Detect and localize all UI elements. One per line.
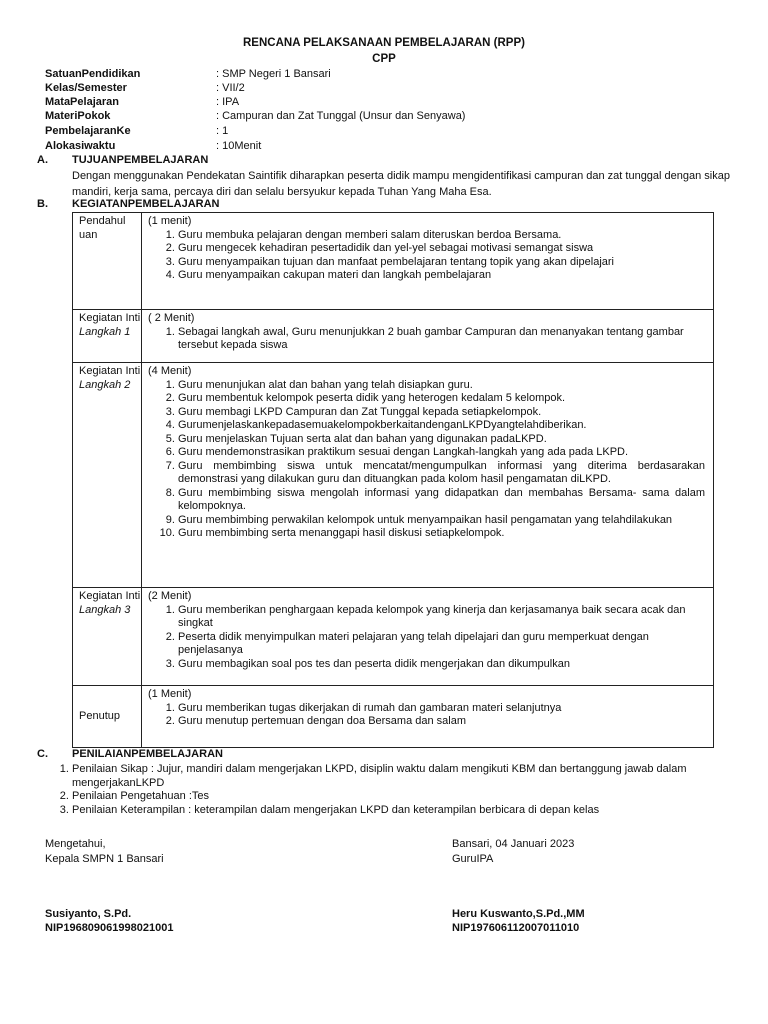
list-item: 2. Peserta didik menyimpulkan materi pelajaran yang telah dipelajari dan guru memperkuat dengan penjelasanya [178, 631, 705, 658]
duration-label: (2 Menit) [148, 590, 192, 602]
signature-left-nip: NIP196809061998021001 [45, 922, 174, 934]
list-item: 2. Guru mengecek kehadiran pesertadidik dan yel-yel sebagai motivasi semangat siswa [178, 242, 705, 256]
identity-value-subject: : IPA [216, 96, 240, 108]
list-item: 3. Guru membagikan soal pos tes dan peserta didik mengerjakan dan dikumpulkan [178, 658, 705, 672]
list-item: 4. GurumenjelaskankepadasemuakelompokberkaitandenganLKPDyangtelahdiberikan. [178, 419, 705, 433]
duration-label: (1 menit) [148, 215, 192, 227]
section-b-title: KEGIATANPEMBELAJARAN [72, 198, 220, 210]
list-item: 10. Guru membimbing serta menanggapi hasil diskusi setiapkelompok. [178, 527, 705, 541]
section-c-title: PENILAIANPEMBELAJARAN [72, 748, 223, 760]
document-subtitle: CPP [372, 53, 396, 65]
list-item: 8. Guru membimbing siswa mengolah informasi yang didapatkan dan membahas Bersama- sama dalam kelompoknya. [178, 487, 705, 514]
identity-label-subject: MataPelajaran [45, 96, 119, 108]
duration-label: ( 2 Menit) [148, 312, 195, 324]
phase-label: Kegiatan Inti [79, 312, 141, 324]
identity-value-topic: : Campuran dan Zat Tunggal (Unsur dan Senyawa) [216, 110, 466, 122]
list-item: 5. Guru menjelaskan Tujuan serta alat dan bahan yang digunakan padaLKPD. [178, 433, 705, 447]
signature-right-nip: NIP197606112007011010 [452, 922, 580, 934]
table-row [73, 213, 714, 310]
identity-label-time: Alokasiwaktu [45, 140, 116, 152]
step-list [148, 229, 705, 283]
activity-cell [142, 310, 714, 363]
list-item: 1. Penilaian Sikap : Jujur, mandiri dalam mengerjakan LKPD, disiplin waktu dalam mengikuti KBM dan bertanggung jawab dalam mengerjakanLKPD [72, 763, 752, 790]
activity-cell [142, 588, 714, 686]
phase-cell [73, 213, 142, 310]
step-list [148, 326, 705, 353]
signature-right-line1: Bansari, 04 Januari 2023 [452, 838, 575, 850]
activity-cell [142, 213, 714, 310]
step-list [148, 604, 705, 672]
phase-label: Kegiatan Inti [79, 590, 141, 602]
signature-left-line2: Kepala SMPN 1 Bansari [45, 853, 164, 865]
step-list [148, 379, 705, 541]
table-row [73, 588, 714, 686]
list-item: 1. Guru memberikan penghargaan kepada kelompok yang kinerja dan kerjasamanya baik secara acak dan singkat [178, 604, 705, 631]
phase-label: Penutup [79, 709, 120, 722]
signature-left-name: Susiyanto, S.Pd. [45, 908, 132, 920]
list-item: 2. Guru menutup pertemuan dengan doa Bersama dan salam [178, 715, 705, 729]
signature-right-line2: GuruIPA [452, 853, 494, 865]
signature-right-name: Heru Kuswanto,S.Pd.,MM [452, 908, 585, 920]
list-item: 9. Guru membimbing perwakilan kelompok untuk menyampaikan hasil pengamatan yang telahdilakukan [178, 514, 705, 528]
identity-value-class: : VII/2 [216, 82, 245, 94]
document-title: RENCANA PELAKSANAAN PEMBELAJARAN (RPP) [243, 37, 525, 49]
activity-table [72, 212, 714, 748]
section-b-letter: B. [37, 198, 48, 210]
phase-label: Pendahul uan [79, 215, 126, 241]
section-a-text: Dengan menggunakan Pendekatan Saintifik diharapkan peserta didik mampu mengidentifikasi campuran dan zat tunggal dengan sikap mandiri, kerja sama, percaya diri dan selalu bersyukur kepada Tuhan Yang Maha Esa. [72, 170, 730, 198]
list-item: 1. Guru menunjukan alat dan bahan yang telah disiapkan guru. [178, 379, 705, 393]
identity-label-class: Kelas/Semester [45, 82, 127, 94]
phase-cell [73, 310, 142, 363]
list-item: 1. Guru memberikan tugas dikerjakan di rumah dan gambaran materi selanjutnya [178, 702, 705, 716]
section-c-letter: C. [37, 748, 48, 760]
section-a-letter: A. [37, 154, 48, 166]
phase-label: Kegiatan Inti [79, 365, 141, 377]
step-list [148, 702, 705, 729]
list-item: 6. Guru mendemonstrasikan praktikum sesuai dengan Langkah-langkah yang ada pada LKPD. [178, 446, 705, 460]
table-row [73, 686, 714, 748]
list-item: 1. Guru membuka pelajaran dengan memberi salam diteruskan berdoa Bersama. [178, 229, 705, 243]
identity-value-time: : 10Menit [216, 140, 262, 152]
phase-cell [73, 588, 142, 686]
section-a-title: TUJUANPEMBELAJARAN [72, 154, 209, 166]
list-item: 3. Guru menyampaikan tujuan dan manfaat pembelajaran tentang topik yang akan dipelajari [178, 256, 705, 270]
list-item: 2. Penilaian Pengetahuan :Tes [72, 790, 752, 804]
identity-value-meeting: : 1 [216, 125, 229, 137]
duration-label: (4 Menit) [148, 365, 192, 377]
activity-cell [142, 363, 714, 588]
step-label: Langkah 1 [79, 325, 131, 338]
step-label: Langkah 2 [79, 378, 131, 391]
table-row [73, 310, 714, 363]
list-item: 3. Guru membagi LKPD Campuran dan Zat Tunggal kepada setiapkelompok. [178, 406, 705, 420]
table-row [73, 363, 714, 588]
identity-label-school: SatuanPendidikan [45, 68, 141, 80]
identity-value-school: : SMP Negeri 1 Bansari [216, 68, 331, 80]
signature-left-line1: Mengetahui, [45, 838, 106, 850]
list-item: 1. Sebagai langkah awal, Guru menunjukkan 2 buah gambar Campuran dan menanyakan tentang gambar tersebut kepada siswa [178, 326, 705, 353]
activity-cell [142, 686, 714, 748]
identity-label-meeting: PembelajaranKe [45, 125, 131, 137]
assessment-list [44, 763, 752, 817]
phase-cell [73, 363, 142, 588]
list-item: 3. Penilaian Keterampilan : keterampilan dalam mengerjakan LKPD dan keterampilan berbicara di depan kelas [72, 804, 752, 818]
step-label: Langkah 3 [79, 603, 131, 616]
list-item: 4. Guru menyampaikan cakupan materi dan langkah pembelajaran [178, 269, 705, 283]
duration-label: (1 Menit) [148, 688, 192, 700]
list-item: 7. Guru membimbing siswa untuk mencatat/mengumpulkan informasi yang diterima berdasarakan demonstrasi yang dilakukan guru dan dituangkan pada kolom hasil pengamatan diLKPD. [178, 460, 705, 487]
phase-cell [73, 686, 142, 748]
identity-label-topic: MateriPokok [45, 110, 111, 122]
list-item: 2. Guru membentuk kelompok peserta didik yang heterogen kedalam 5 kelompok. [178, 392, 705, 406]
